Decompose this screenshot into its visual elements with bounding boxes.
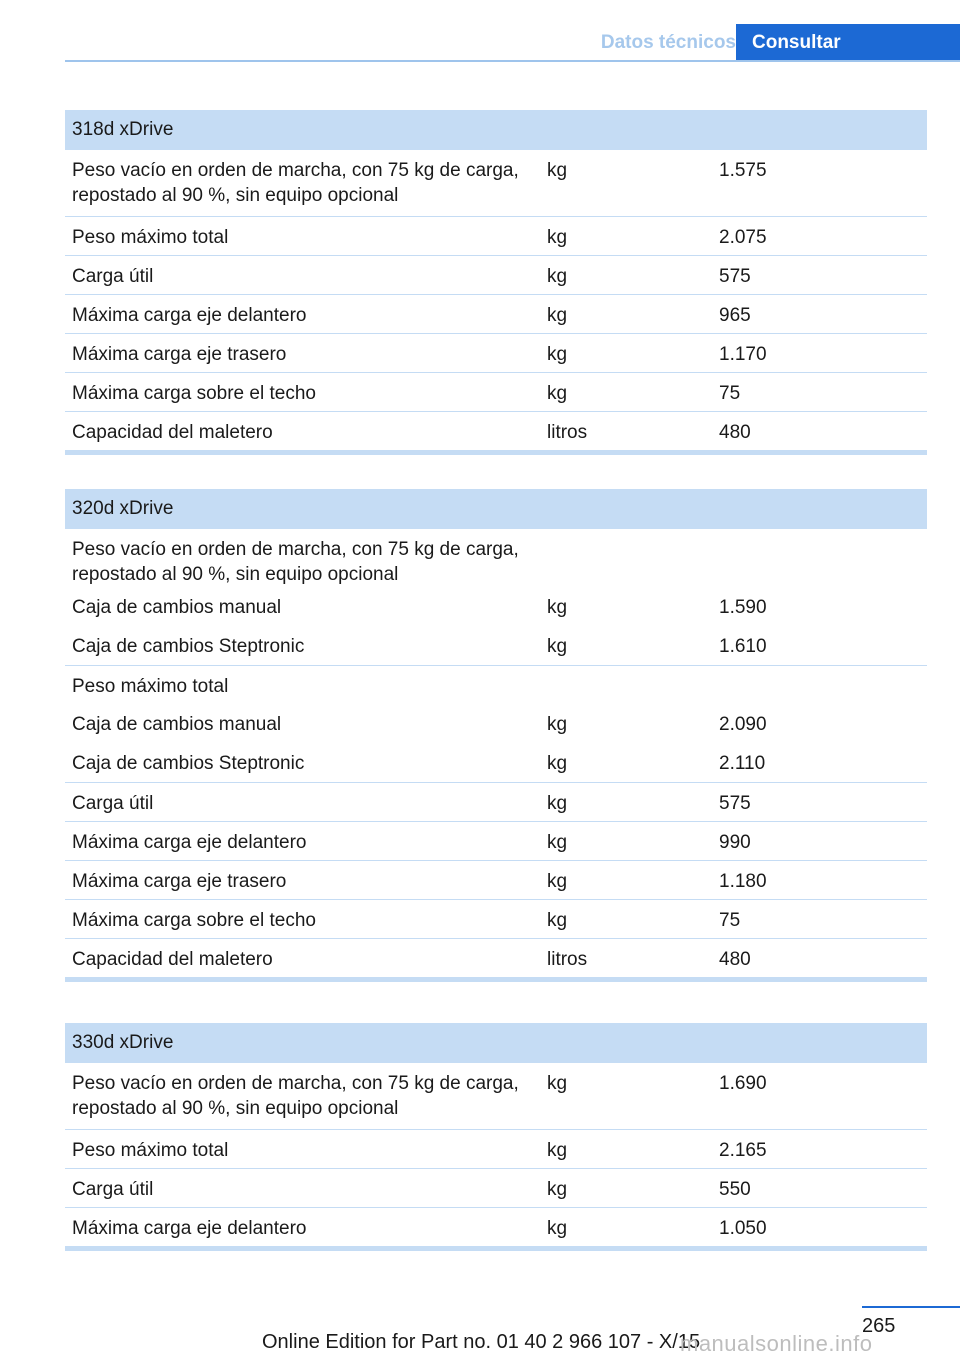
row-label: Peso máximo total — [72, 676, 229, 697]
row-unit: kg — [547, 305, 568, 326]
row-value: 1.050 — [719, 1218, 767, 1239]
row-value: 990 — [719, 832, 751, 853]
row-label: Máxima carga eje delantero — [72, 832, 307, 853]
spec-table-330d — [65, 1023, 927, 1251]
row-label: Máxima carga sobre el techo — [72, 910, 316, 931]
table-row — [65, 587, 927, 626]
row-label: Máxima carga eje delantero — [72, 1218, 307, 1239]
tab-consultar[interactable]: Consultar — [736, 24, 960, 62]
row-value: 1.610 — [719, 636, 767, 657]
row-value: 480 — [719, 422, 751, 443]
row-unit: kg — [547, 793, 568, 814]
row-label: Máxima carga eje delantero — [72, 305, 307, 326]
row-value: 550 — [719, 1179, 751, 1200]
row-value: 1.590 — [719, 597, 767, 618]
spec-table-320d — [65, 489, 927, 982]
row-unit: kg — [547, 636, 568, 657]
row-value — [712, 537, 927, 587]
table-row — [65, 626, 927, 665]
row-unit: kg — [547, 344, 568, 365]
row-label: Caja de cambios Steptronic — [72, 636, 305, 657]
row-unit: kg — [547, 1179, 568, 1200]
row-unit: litros — [547, 949, 588, 970]
table-row — [65, 150, 927, 216]
row-value: 965 — [719, 305, 751, 326]
table-row — [65, 529, 927, 587]
row-value: 75 — [719, 910, 741, 931]
row-unit: kg — [547, 753, 568, 774]
row-value: 575 — [719, 793, 751, 814]
row-unit: kg — [547, 597, 568, 618]
row-label: Capacidad del maletero — [72, 949, 273, 970]
row-unit: kg — [547, 910, 568, 931]
row-unit: kg — [547, 383, 568, 404]
row-unit: kg — [547, 1218, 568, 1239]
row-value: 1.575 — [719, 160, 767, 181]
row-value: 2.165 — [719, 1140, 767, 1161]
row-unit: kg — [547, 1140, 568, 1161]
table-row — [65, 1168, 927, 1207]
table-title: 330d xDrive — [65, 1023, 927, 1063]
row-label: Peso vacío en orden de marcha, con 75 kg de carga, repostado al 90 %, sin equipo opcional — [72, 160, 519, 206]
row-value: 75 — [719, 383, 741, 404]
table-row — [65, 782, 927, 821]
table-row — [65, 704, 927, 743]
row-label: Máxima carga eje trasero — [72, 871, 287, 892]
row-value — [712, 674, 927, 704]
watermark: manualsonline.info — [680, 1331, 873, 1356]
row-unit: kg — [547, 160, 568, 181]
page-number: 265 — [862, 1315, 896, 1337]
table-row — [65, 821, 927, 860]
table-row — [65, 1063, 927, 1129]
row-label: Máxima carga eje trasero — [72, 344, 287, 365]
table-row — [65, 665, 927, 704]
row-label: Peso vacío en orden de marcha, con 75 kg de carga, repostado al 90 %, sin equipo opcional — [72, 539, 519, 585]
row-value: 2.090 — [719, 714, 767, 735]
row-label: Caja de cambios Steptronic — [72, 753, 305, 774]
row-label: Peso máximo total — [72, 227, 229, 248]
table-row — [65, 372, 927, 411]
row-value: 575 — [719, 266, 751, 287]
row-unit: kg — [547, 714, 568, 735]
row-unit: kg — [547, 227, 568, 248]
row-value: 1.180 — [719, 871, 767, 892]
row-value: 1.690 — [719, 1073, 767, 1094]
spec-table-318d — [65, 110, 927, 455]
row-label: Carga útil — [72, 266, 154, 287]
table-row — [65, 333, 927, 372]
table-row — [65, 1207, 927, 1246]
row-unit — [540, 674, 712, 704]
table-row — [65, 255, 927, 294]
table-row — [65, 743, 927, 782]
row-unit: kg — [547, 832, 568, 853]
table-row — [65, 216, 927, 255]
row-label: Caja de cambios manual — [72, 714, 282, 735]
table-row — [65, 899, 927, 938]
table-row — [65, 411, 927, 450]
row-value: 2.075 — [719, 227, 767, 248]
row-label: Máxima carga sobre el techo — [72, 383, 316, 404]
row-value: 480 — [719, 949, 751, 970]
row-unit — [540, 537, 712, 587]
page-number-rule — [862, 1306, 960, 1308]
row-label: Caja de cambios manual — [72, 597, 282, 618]
table-title: 320d xDrive — [65, 489, 927, 529]
table-row — [65, 1129, 927, 1168]
row-unit: litros — [547, 422, 588, 443]
row-unit: kg — [547, 1073, 568, 1094]
row-unit: kg — [547, 266, 568, 287]
row-value: 2.110 — [719, 753, 766, 774]
table-row — [65, 860, 927, 899]
table-row — [65, 938, 927, 977]
table-title: 318d xDrive — [65, 110, 927, 150]
header-divider — [65, 60, 960, 62]
row-value: 1.170 — [719, 344, 767, 365]
section-title[interactable]: Datos técnicos — [600, 32, 736, 53]
row-label: Carga útil — [72, 1179, 154, 1200]
row-label: Peso vacío en orden de marcha, con 75 kg de carga, repostado al 90 %, sin equipo opcional — [72, 1073, 519, 1119]
table-row — [65, 294, 927, 333]
row-label: Peso máximo total — [72, 1140, 229, 1161]
row-label: Carga útil — [72, 793, 154, 814]
page-header — [65, 24, 960, 62]
row-unit: kg — [547, 871, 568, 892]
edition-footer: Online Edition for Part no. 01 40 2 966 107 - X/15 — [262, 1331, 701, 1353]
row-label: Capacidad del maletero — [72, 422, 273, 443]
